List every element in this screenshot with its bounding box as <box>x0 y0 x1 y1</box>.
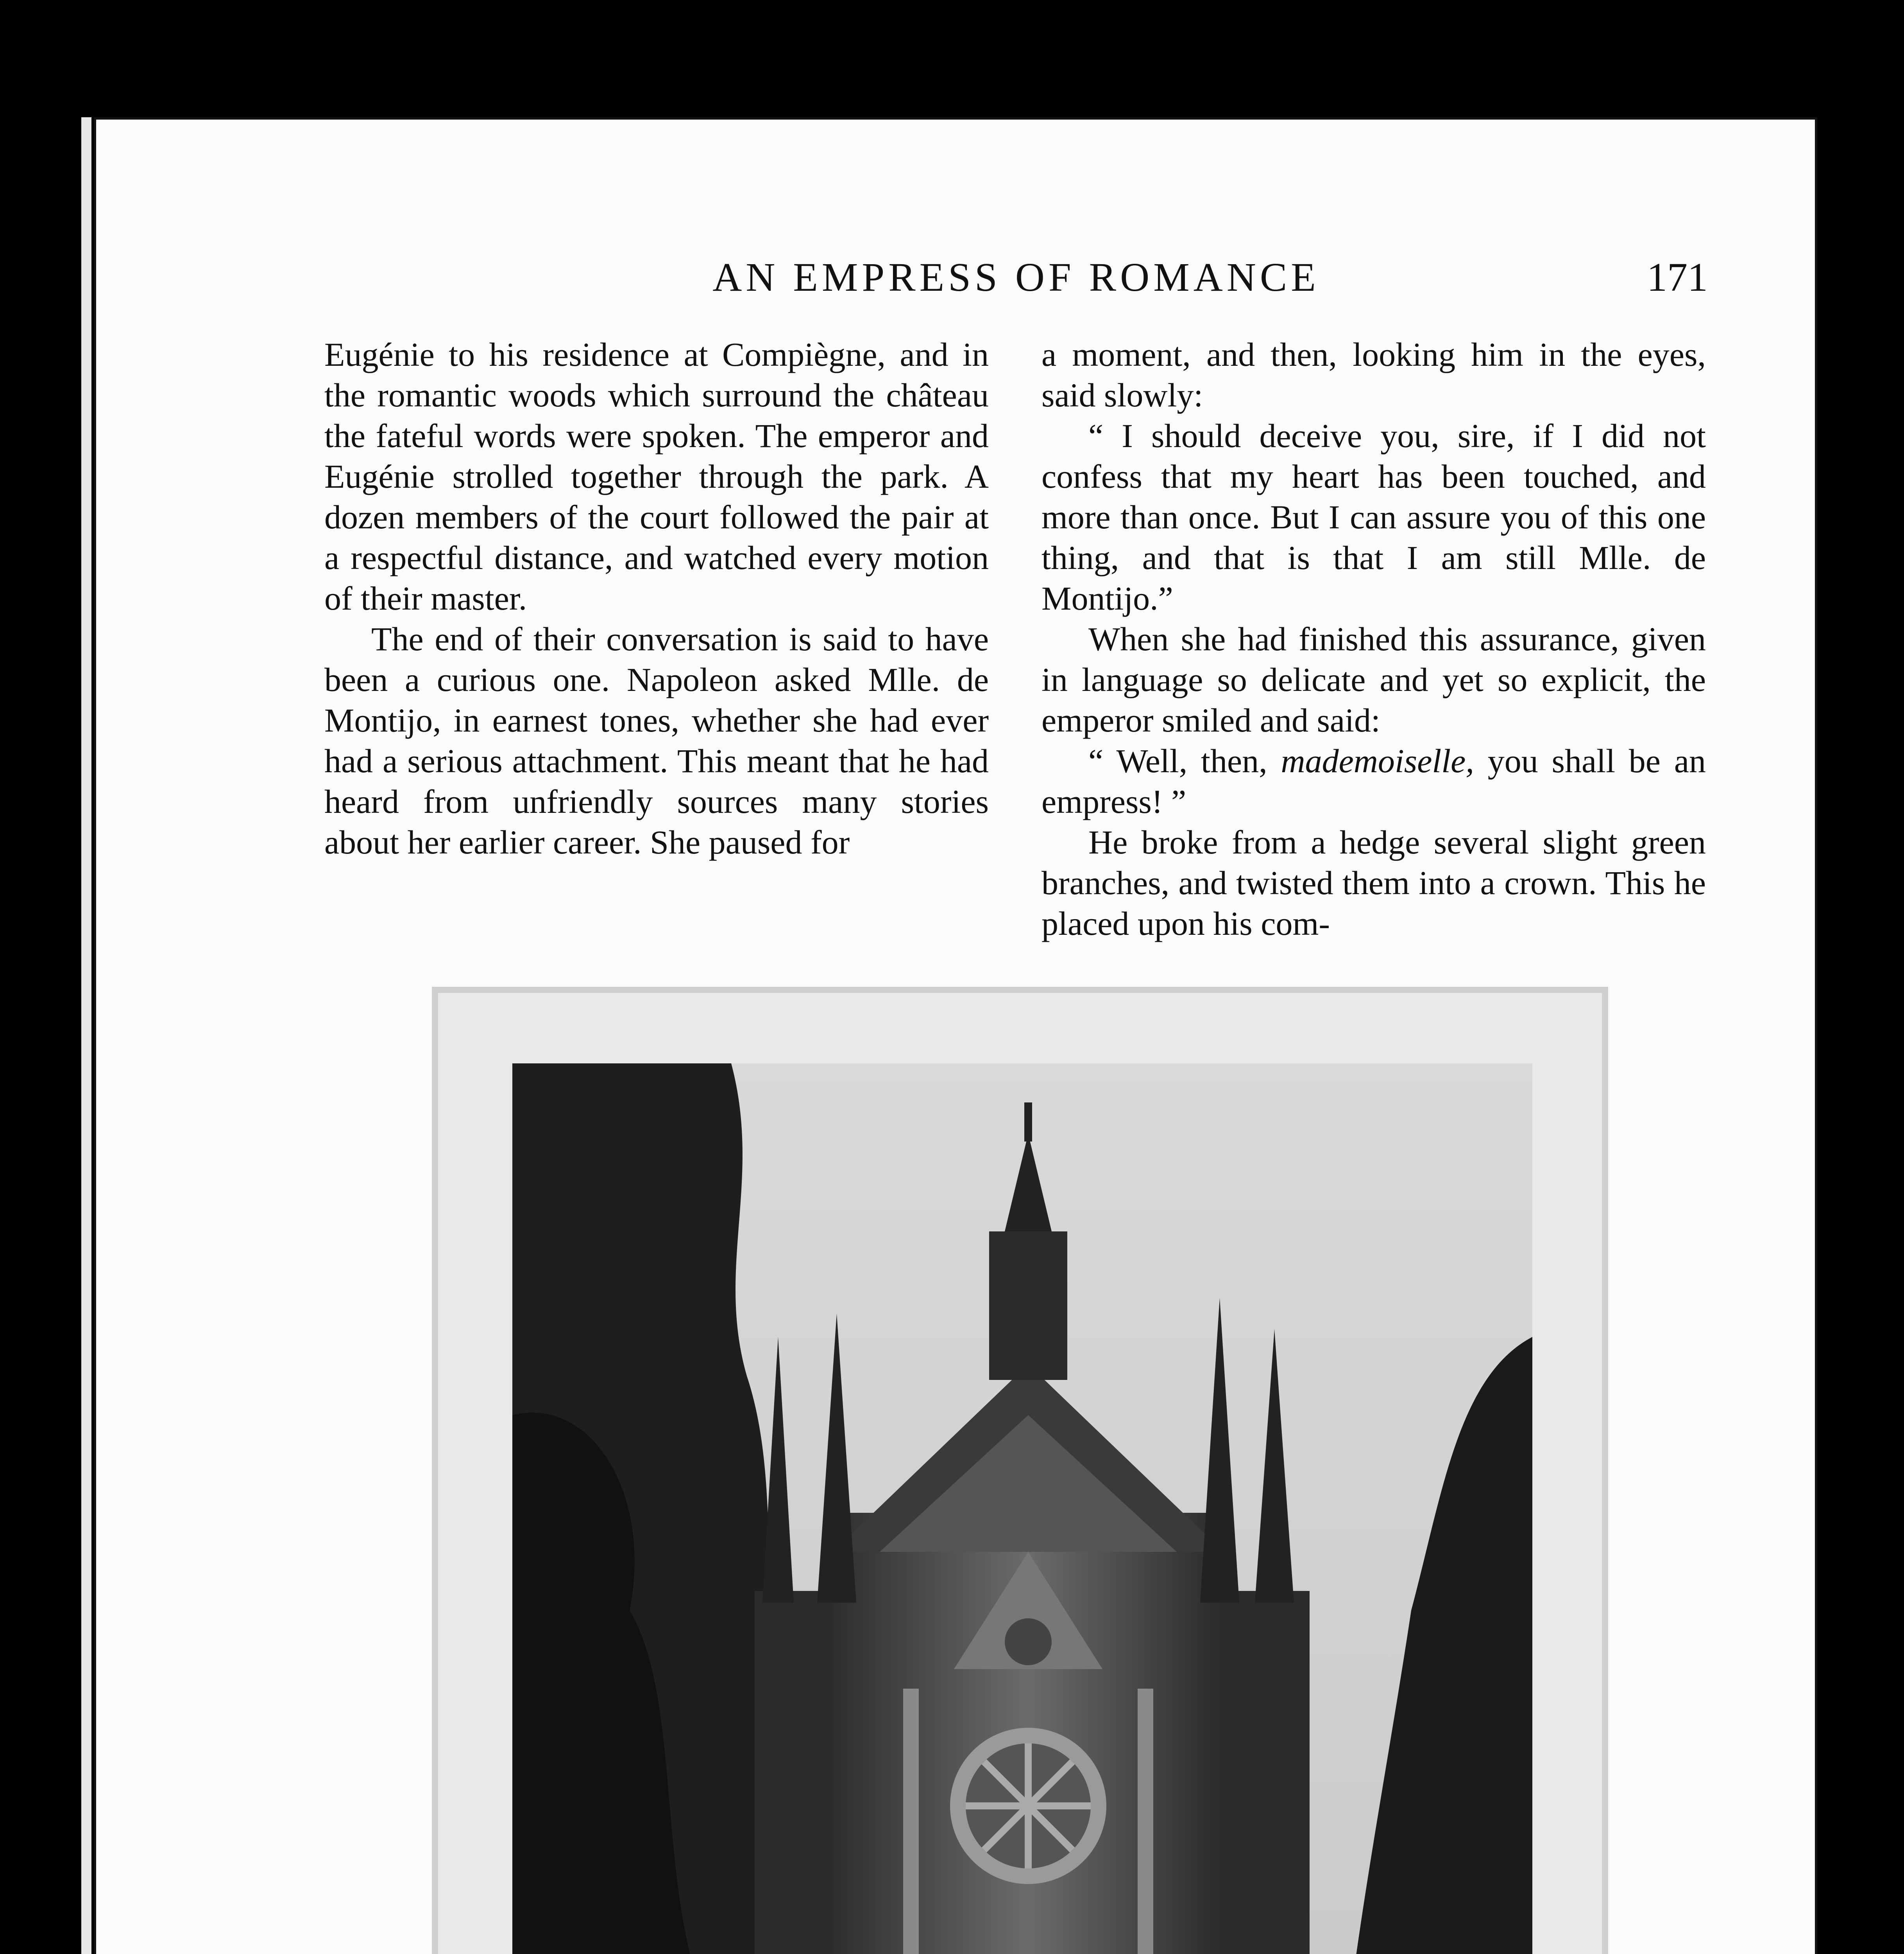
right-paragraph-5: He broke from a hedge several slight green branches, and twisted them into a crown. This he placed upon his com- <box>1041 823 1706 942</box>
right-paragraph-3: When she had finished this assurance, given in language so delicate and yet so explicit, the emperor smiled and said: <box>1041 620 1706 739</box>
right-paragraph-4 <box>1041 741 1706 822</box>
chapel-photograph <box>512 1063 1532 1954</box>
quote-end: you shall be an empress! ” <box>1041 742 1706 820</box>
quote-start: “ Well, then, <box>1088 742 1281 780</box>
page-number: 171 <box>1647 255 1708 300</box>
running-title: AN EMPRESS OF ROMANCE <box>712 255 1320 300</box>
photo-plate <box>432 987 1608 1954</box>
right-text-column <box>1041 334 1706 944</box>
right-paragraph-1: a moment, and then, looking him in the eyes, said slowly: <box>1041 336 1706 414</box>
left-text-column <box>324 334 989 862</box>
chapel-illustration <box>512 1063 1532 1954</box>
right-paragraph-2: “ I should deceive you, sire, if I did not confess that my heart has been touched, and more than once. But I can assure you of this one thing, and that is that I am still Mlle. de Montijo.” <box>1041 417 1706 617</box>
left-paragraph-1: Eugénie to his residence at Compiègne, and in the romantic woods which surround the château the fateful words were spoken. The emperor and Eugénie strolled together through the park. A dozen members of the court followed the pair at a respectful distance, and watched every motion of their master. <box>324 336 989 617</box>
quote-italic-word: mademoiselle, <box>1281 742 1474 780</box>
page-gutter <box>81 117 91 1954</box>
left-paragraph-2: The end of their conversation is said to have been a curious one. Napoleon asked Mlle. de Montijo, in earnest tones, whether she had ever had a serious attachment. This meant that he had heard from unfriendly sources many stories about her earlier career. She paused for <box>324 620 989 861</box>
